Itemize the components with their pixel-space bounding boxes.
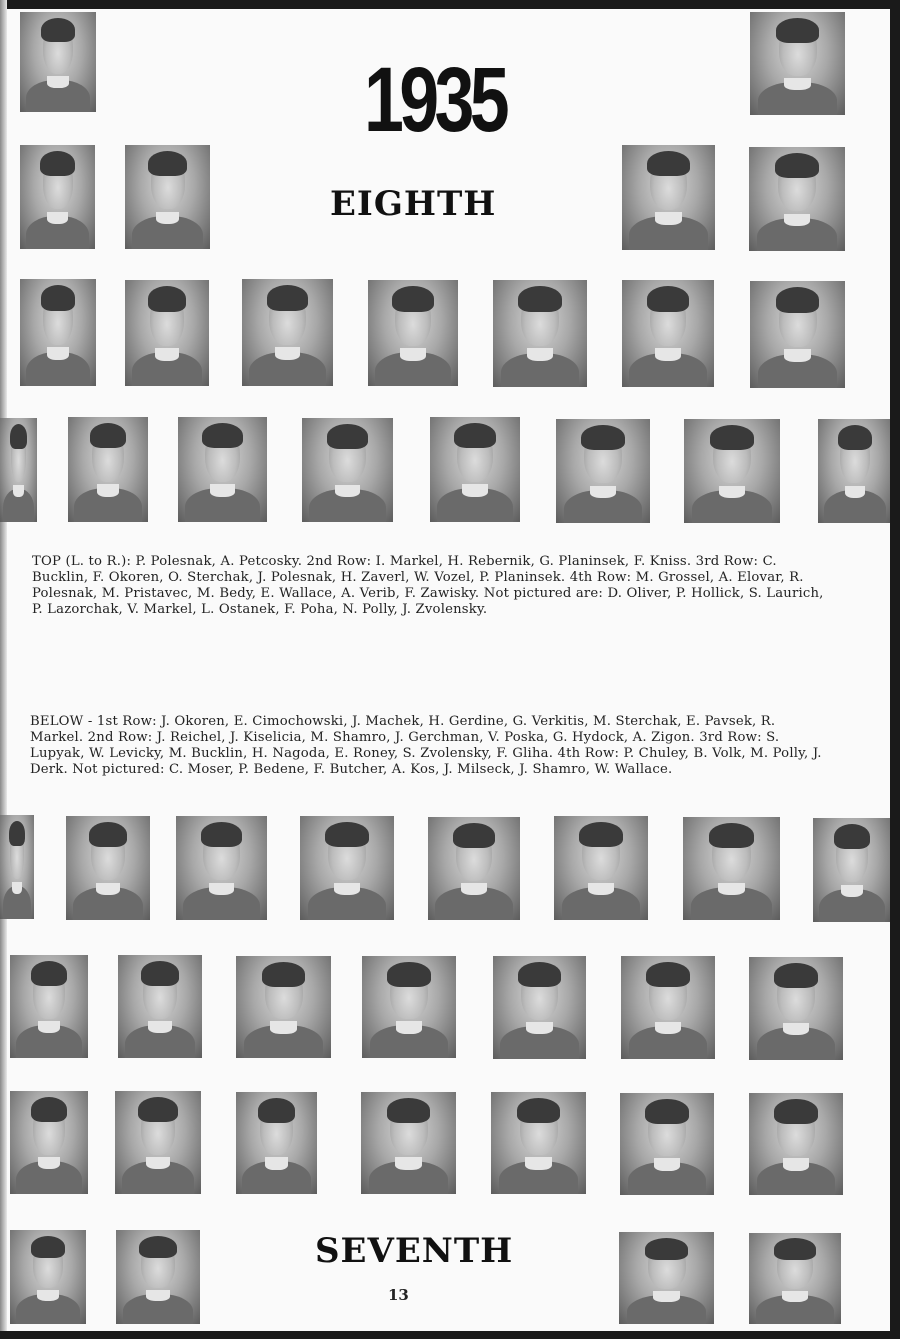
- student-photo: [813, 818, 891, 922]
- student-photo: [818, 419, 892, 523]
- student-photo: [493, 956, 586, 1059]
- seventh-grade-heading: SEVENTH: [315, 1231, 514, 1271]
- student-photo: [556, 419, 650, 523]
- student-photo: [20, 279, 96, 386]
- student-photo: [750, 12, 845, 115]
- student-photo: [684, 419, 780, 523]
- student-photo: [0, 815, 34, 919]
- student-photo: [10, 1230, 86, 1324]
- student-photo: [178, 417, 267, 522]
- student-photo: [0, 418, 37, 522]
- student-photo: [491, 1092, 586, 1194]
- student-photo: [118, 955, 202, 1058]
- binding-gutter: [0, 0, 7, 1339]
- student-photo: [430, 417, 520, 522]
- student-photo: [68, 417, 148, 522]
- student-photo: [749, 1233, 841, 1324]
- student-photo: [10, 1091, 88, 1194]
- student-photo: [20, 12, 96, 112]
- student-photo: [749, 1093, 843, 1195]
- student-photo: [622, 145, 715, 250]
- student-photo: [20, 145, 95, 249]
- student-photo: [621, 956, 715, 1059]
- student-photo: [300, 816, 394, 920]
- student-photo: [620, 1093, 714, 1195]
- student-photo: [66, 816, 150, 920]
- student-photo: [176, 816, 267, 920]
- eighth-grade-heading: EIGHTH: [330, 184, 497, 224]
- seventh-grade-caption: BELOW - 1st Row: J. Okoren, E. Cimochowski, J. Machek, H. Gerdine, G. Verkitis, M. Sterchak, E. Pavsek, R. Markel. 2nd Row: J. Reichel, J. Kiselicia, M. Shamro, J. Gerchman, V. Poska, G. Hydock, A. Zigon. 3rd Row: S. Lupyak, W. Levicky, M. Bucklin, H. Nagoda, E. Roney, S. Zvolensky, F. Gliha. 4th Row: P. Chuley, B. Volk, M. Polly, J. Derk. Not pictured: C. Moser, P. Bedene, F. Butcher, A. Kos, J. Milseck, J. Shamro, W. Wallace.: [30, 714, 822, 777]
- student-photo: [622, 280, 714, 387]
- eighth-grade-caption: TOP (L. to R.): P. Polesnak, A. Petcosky. 2nd Row: I. Markel, H. Rebernik, G. Planinsek, F. Kniss. 3rd Row: C. Bucklin, F. Okoren, O. Sterchak, J. Polesnak, H. Zaverl, W. Vozel, P. Planinsek. 4th Row: M. Grossel, A. Elovar, R. Polesnak, M. Pristavec, M. Bedy, E. Wallace, A. Verib, F. Zawisky. Not pictured are: D. Oliver, P. Hollick, S. Laurich, P. Lazorchak, V. Markel, L. Ostanek, F. Poha, N. Polly, J. Zvolensky.: [32, 554, 824, 617]
- student-photo: [10, 955, 88, 1058]
- page-number: 13: [388, 1286, 409, 1304]
- year-heading: 1935: [364, 49, 505, 151]
- student-photo: [242, 279, 333, 386]
- student-photo: [368, 280, 458, 386]
- student-photo: [683, 817, 780, 920]
- student-photo: [302, 418, 393, 522]
- student-photo: [362, 956, 456, 1058]
- student-photo: [428, 817, 520, 920]
- student-photo: [554, 816, 648, 920]
- student-photo: [125, 145, 210, 249]
- student-photo: [361, 1092, 456, 1194]
- student-photo: [749, 147, 845, 251]
- student-photo: [125, 280, 209, 386]
- student-photo: [115, 1091, 201, 1194]
- student-photo: [750, 281, 845, 388]
- student-photo: [493, 280, 587, 387]
- student-photo: [619, 1232, 714, 1324]
- student-photo: [236, 1092, 317, 1194]
- student-photo: [116, 1230, 200, 1324]
- student-photo: [749, 957, 843, 1060]
- student-photo: [236, 956, 331, 1058]
- scan-border: [0, 1331, 900, 1339]
